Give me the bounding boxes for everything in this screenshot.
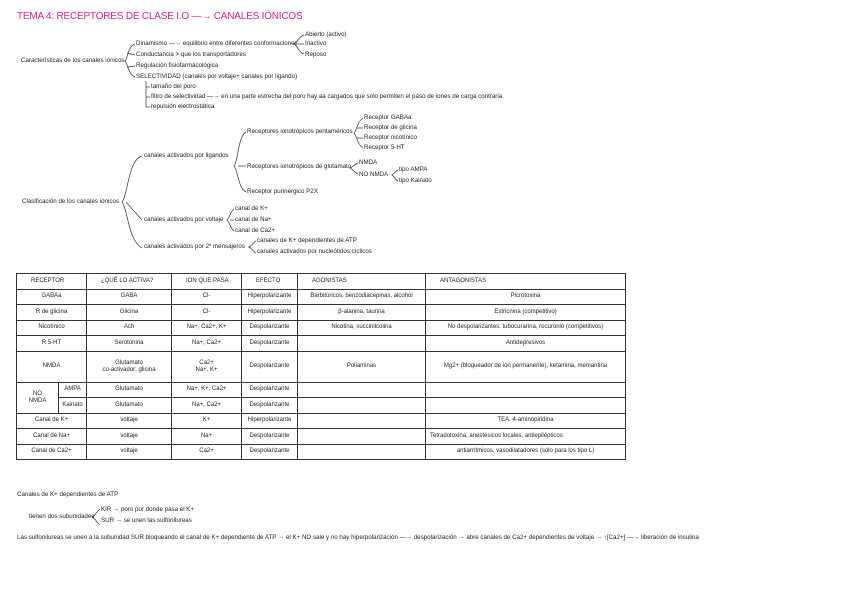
dinamismo-text: Dinamismo —→ equilibrio entre diferentes conformaciones <box>136 40 298 47</box>
table-cell: Glutamato <box>87 382 172 398</box>
receptor-purinergico: Receptor purinérgico P2X <box>247 188 318 195</box>
table-cell <box>298 413 426 429</box>
table-cell: Despolarizante <box>242 351 298 382</box>
table-row <box>17 429 626 445</box>
canales-ligandos: canales activados por ligandos <box>144 152 229 159</box>
table-cell: Estricnina (competitivo) <box>426 305 626 321</box>
table-cell <box>298 444 426 460</box>
table-cell: K+ <box>172 413 242 429</box>
table-cell: Cl- <box>172 289 242 305</box>
mens-nucleotidos: canales activados por nucleótidos cíclicos <box>257 248 372 255</box>
table-row <box>17 289 626 305</box>
atp-summary: Las sulfonilureas se unen a la subunidad SUR bloqueando el canal de K+ dependiente de ATP → el K+ NO sale y no hay hiperpolarización —→ despolarización → abre canales de Ca2+ dependientes de voltaje → ↑[Ca2+] —→ liberación de insulina <box>17 534 699 541</box>
table-cell: Ca2+ <box>172 444 242 460</box>
table-row <box>17 398 626 414</box>
receptor-glicina: Receptor de glicina <box>364 124 417 131</box>
table-cell: Glicina <box>87 305 172 321</box>
table-cell: TEA, 4-aminopiridina <box>426 413 626 429</box>
table-cell: Cl- <box>172 305 242 321</box>
table-header: ION QUE PASA <box>172 274 242 290</box>
estado-inactivo: Inactivo <box>305 40 327 47</box>
table-cell: Na+, K+, Ca2+ <box>172 382 242 398</box>
table-cell: Despolarizante <box>242 444 298 460</box>
table-row <box>17 382 626 398</box>
table-cell: GABA <box>87 289 172 305</box>
estado-reposo: Reposo <box>305 51 327 58</box>
table-cell: Barbitúricos, benzodiacepinas, alcohol <box>298 289 426 305</box>
selectividad-text: SELECTIVIDAD (canales por voltaje+ canales por ligando) <box>136 73 298 80</box>
table-cell: Canal de K+ <box>17 413 87 429</box>
table-cell <box>298 336 426 352</box>
canales-mensajeros: canales activados por 2º mensajeros <box>144 243 245 250</box>
table-cell: Picrotoxina <box>426 289 626 305</box>
table-cell: β-alanina, taurina <box>298 305 426 321</box>
table-cell: Hiperpolarizante <box>242 289 298 305</box>
table-cell: Na+, Ca2+ <box>172 398 242 414</box>
ionotropicos-pentamericos: Receptores ionotrópicos pentaméricos <box>247 128 353 135</box>
table-cell <box>426 398 626 414</box>
table-cell: Despolarizante <box>242 429 298 445</box>
table-cell: Despolarizante <box>242 398 298 414</box>
table-cell <box>298 382 426 398</box>
table-cell: Despolarizante <box>242 336 298 352</box>
atp-heading: Canales de K+ dependientes de ATP <box>17 491 119 498</box>
sel-repulsion: repulsión electrostática <box>151 103 215 110</box>
table-cell: Na+, Ca2+, K+ <box>172 320 242 336</box>
sel-tamano: tamaño del poro <box>151 83 196 90</box>
table-cell: AMPA <box>59 382 87 398</box>
table-cell: Tetradotoxina, anestésicos locales, antiepilépticos <box>426 429 626 445</box>
receptor-5ht: Receptor 5-HT <box>364 144 405 151</box>
table-cell: Despolarizante <box>242 382 298 398</box>
mens-k-atp: canales de K+ dependientes de ATP <box>257 237 357 244</box>
clasificacion-root: Clasificación de los canales iónicos <box>22 198 119 205</box>
table-cell: Serotonina <box>87 336 172 352</box>
table-cell: Ca2+ Na+, K+ <box>172 351 242 382</box>
table-cell: Poliaminas <box>298 351 426 382</box>
canales-voltaje: canales activados por voltaje <box>144 216 224 223</box>
table-cell: R 5-HT <box>17 336 87 352</box>
table-cell: Canal de Na+ <box>17 429 87 445</box>
tipo-kainato: tipo Kainato <box>399 177 432 184</box>
ionotropicos-glutamato: Receptores ionotrópicos de glutamato <box>247 163 352 170</box>
table-header: ANTAGONISTAS <box>426 274 626 290</box>
receptor-gabaa: Receptor GABAa <box>364 114 412 121</box>
table-cell: Nicotínico <box>17 320 87 336</box>
table-row <box>17 444 626 460</box>
table-cell: Glutamato co-activador: glicina <box>87 351 172 382</box>
receptor-nicotinico: Receptor nicotínico <box>364 134 417 141</box>
table-cell: voltaje <box>87 413 172 429</box>
table-header: AGONISTAS <box>298 274 426 290</box>
table-cell: Glutamato <box>87 398 172 414</box>
conductancia-text: Conductancia > que los transportadores <box>136 51 246 58</box>
tipo-ampa: tipo AMPA <box>399 166 428 173</box>
table-cell: Despolarizante <box>242 320 298 336</box>
table-header: RECEPTOR <box>17 274 87 290</box>
table-row <box>17 320 626 336</box>
table-cell: NMDA <box>17 351 87 382</box>
table-cell: Mg2+ (bloqueador de ion permanente), ketamina, memantina <box>426 351 626 382</box>
table-cell: Ach <box>87 320 172 336</box>
table-row <box>17 305 626 321</box>
table-header: ¿QUÉ LO ACTIVA? <box>87 274 172 290</box>
table-cell: Antidepresivos <box>426 336 626 352</box>
page-title: TEMA 4: RECEPTORES DE CLASE I.O —→ CANALES IÓNICOS <box>17 11 303 22</box>
table-cell: Hiperpolarizante <box>242 305 298 321</box>
regulacion-text: Regulación fisiofarmacológica <box>136 62 219 69</box>
table-header: EFECTO <box>242 274 298 290</box>
table-cell: voltaje <box>87 429 172 445</box>
table-cell <box>298 429 426 445</box>
table-cell: Nicotina, succinilcolina <box>298 320 426 336</box>
atp-sur: SUR → se unen las sulfonilureas <box>101 517 192 524</box>
table-cell: No despolarizantes: tubocurarina, rocuronio (competitivos) <box>426 320 626 336</box>
table-cell <box>426 382 626 398</box>
table-cell: GABAa <box>17 289 87 305</box>
glu-nmda: NMDA <box>359 159 378 166</box>
table-header-row <box>17 274 626 290</box>
table-cell: R de glicina <box>17 305 87 321</box>
table-cell: Kainato <box>59 398 87 414</box>
volt-ca: canal de Ca2+ <box>235 227 276 234</box>
atp-kir: KIR → poro por donde pasa el K+ <box>101 506 195 513</box>
sel-filtro: filtro de selectividad —→ en una parte estrecha del poro hay aa cargados que solo permiten el paso de iones de carga contraria <box>151 93 503 100</box>
table-row <box>17 351 626 382</box>
volt-na: canal de Na+ <box>235 216 272 223</box>
glu-no-nmda: NO NMDA <box>359 171 389 178</box>
receptores-table <box>16 273 626 460</box>
table-row <box>17 336 626 352</box>
table-cell-no-nmda: NO NMDA <box>17 382 59 413</box>
atp-subunits-label: tienen dos subunidades <box>29 513 95 520</box>
table-cell <box>298 398 426 414</box>
volt-k: canal de K+ <box>235 205 268 212</box>
table-cell: Canal de Ca2+ <box>17 444 87 460</box>
table-cell: Na+, Ca2+ <box>172 336 242 352</box>
table-cell: antiarrítmicos, vasodilatadores (solo para los tipo L) <box>426 444 626 460</box>
table-row <box>17 413 626 429</box>
table-cell: Na+ <box>172 429 242 445</box>
estado-abierto: Abierto (activo) <box>305 31 347 38</box>
caracteristicas-root: Características de los canales iónicos <box>21 57 125 64</box>
table-cell: voltaje <box>87 444 172 460</box>
table-cell: Hiperpolarizante <box>242 413 298 429</box>
